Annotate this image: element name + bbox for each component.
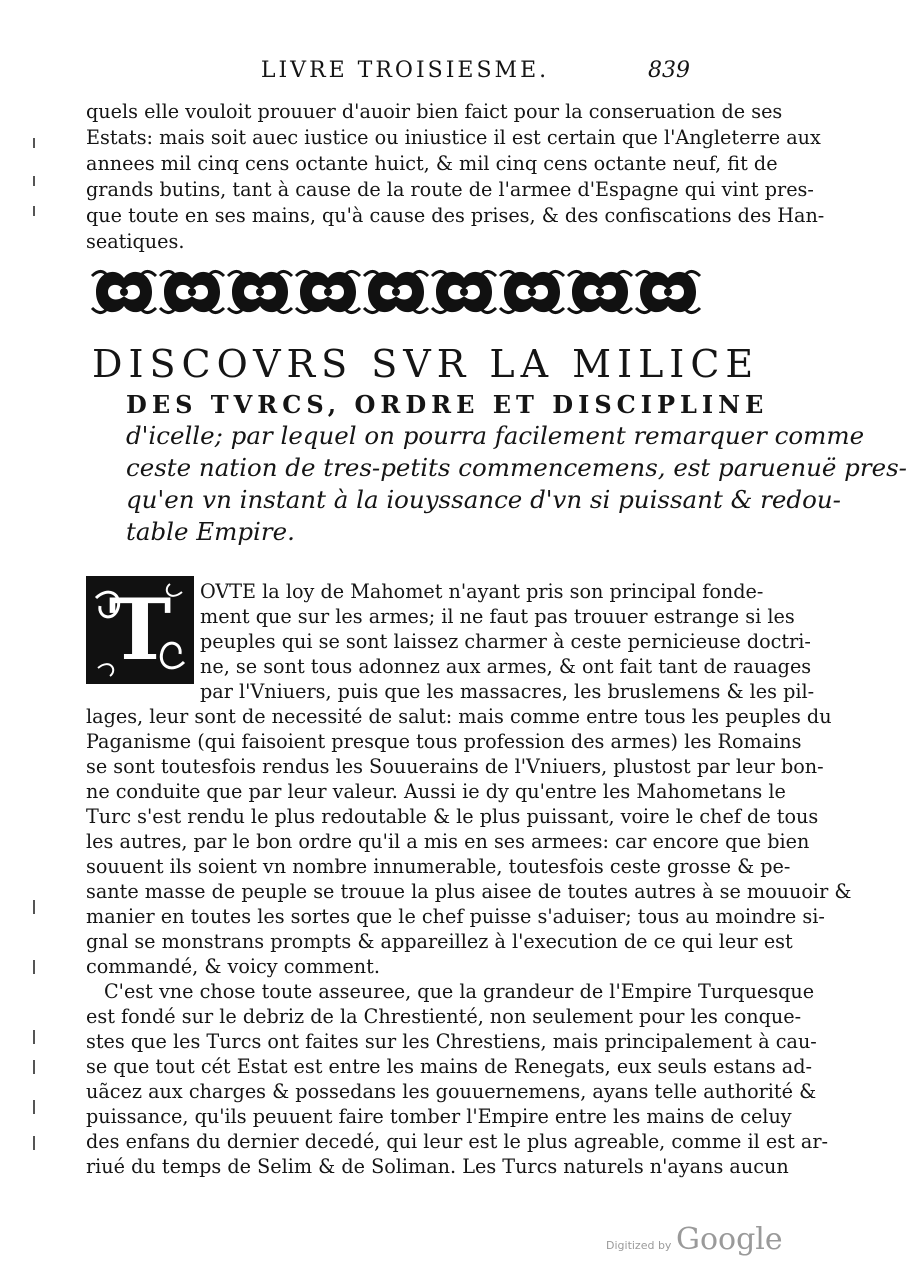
- opening-line: Estats: mais soit auec iustice ou iniustice il est certain que l'Angleterre aux: [86, 126, 821, 149]
- body-line: puissance, qu'ils peuuent faire tomber l'Empire entre les mains de celuy: [86, 1105, 792, 1128]
- body-line: ne, se sont tous adonnez aux armes, & ont fait tant de rauages: [200, 655, 812, 678]
- chapter-title-italic-line: qu'en vn instant à la iouyssance d'vn si puissant & redou-: [126, 485, 841, 514]
- body-line: Turc s'est rendu le plus redoutable & le plus puissant, voire le chef de tous: [86, 805, 819, 828]
- body-line: par l'Vniuers, puis que les massacres, les bruslemens & les pil-: [200, 680, 815, 703]
- margin-mark: [33, 1060, 35, 1074]
- margin-mark: [33, 960, 35, 974]
- body-line: stes que les Turcs ont faites sur les Chrestiens, mais principalement à cau-: [86, 1030, 817, 1053]
- body-line: est fondé sur le debriz de la Chrestienté, non seulement pour les conque-: [86, 1005, 802, 1028]
- body-line: manier en toutes les sortes que le chef puisse s'aduiser; tous au moindre si-: [86, 905, 825, 928]
- opening-line: que toute en ses mains, qu'à cause des prises, & des confiscations des Han-: [86, 204, 825, 227]
- body-line: uãcez aux charges & possedans les gouuernemens, ayans telle authorité &: [86, 1080, 817, 1103]
- opening-line: annees mil cinq cens octante huict, & mil cinq cens octante neuf, fit de: [86, 152, 778, 175]
- body-line: riué du temps de Selim & de Soliman. Les Turcs naturels n'ayans aucun: [86, 1155, 789, 1178]
- chapter-subtitle: DES TVRCS, ORDRE ET DISCIPLINE: [126, 390, 769, 419]
- chapter-title-italic-line: ceste nation de tres-petits commencemens, est paruenuë pres-: [126, 453, 907, 482]
- body-line: souuent ils soient vn nombre innumerable, toutesfois ceste grosse & pe-: [86, 855, 791, 878]
- body-line: gnal se monstrans prompts & appareillez à l'execution de ce qui leur est: [86, 930, 793, 953]
- printers-ornament-band: [90, 262, 712, 324]
- digitization-watermark: [606, 1222, 786, 1262]
- opening-line: seatiques.: [86, 230, 185, 253]
- margin-mark: [33, 206, 35, 216]
- google-logo: Google: [676, 1222, 783, 1257]
- body-line: les autres, par le bon ordre qu'il a mis en ses armees: car encore que bien: [86, 830, 810, 853]
- body-line: Paganisme (qui faisoient presque tous profession des armes) les Romains: [86, 730, 802, 753]
- initial-letter: T: [108, 580, 172, 679]
- body-line: C'est vne chose toute asseuree, que la grandeur de l'Empire Turquesque: [104, 980, 815, 1003]
- margin-mark: [33, 1136, 35, 1150]
- body-line: lages, leur sont de necessité de salut: mais comme entre tous les peuples du: [86, 705, 832, 728]
- body-line: ment que sur les armes; il ne faut pas trouuer estrange si les: [200, 605, 795, 628]
- opening-line: quels elle vouloit prouuer d'auoir bien faict pour la conseruation de ses: [86, 100, 783, 123]
- page-number: 839: [648, 58, 690, 83]
- chapter-title-italic-line: table Empire.: [126, 517, 295, 546]
- chapter-title-italic-line: d'icelle; par lequel on pourra facilement remarquer comme: [126, 421, 865, 450]
- running-head: LIVRE TROISIESME.: [260, 58, 550, 83]
- body-line: des enfans du dernier decedé, qui leur est le plus agreable, comme il est ar-: [86, 1130, 828, 1153]
- body-line: peuples qui se sont laissez charmer à ceste pernicieuse doctri-: [200, 630, 811, 653]
- decorated-initial: [86, 576, 194, 684]
- body-line: se que tout cét Estat est entre les mains de Renegats, eux seuls estans ad-: [86, 1055, 812, 1078]
- body-line: OVTE la loy de Mahomet n'ayant pris son principal fonde-: [200, 580, 764, 603]
- margin-mark: [33, 900, 35, 914]
- chapter-title: DISCOVRS SVR LA MILICE: [92, 342, 760, 386]
- margin-mark: [33, 138, 35, 148]
- body-line: ne conduite que par leur valeur. Aussi ie dy qu'entre les Mahometans le: [86, 780, 786, 803]
- body-line: commandé, & voicy comment.: [86, 955, 380, 978]
- body-line: se sont toutesfois rendus les Souuerains de l'Vniuers, plustost par leur bon-: [86, 755, 824, 778]
- margin-mark: [33, 1030, 35, 1044]
- margin-mark: [33, 1100, 35, 1114]
- watermark-prefix: Digitized by: [606, 1239, 672, 1252]
- opening-line: grands butins, tant à cause de la route de l'armee d'Espagne qui vint pres-: [86, 178, 814, 201]
- margin-mark: [33, 176, 35, 186]
- body-line: sante masse de peuple se trouue la plus aisee de toutes autres à se mouuoir &: [86, 880, 852, 903]
